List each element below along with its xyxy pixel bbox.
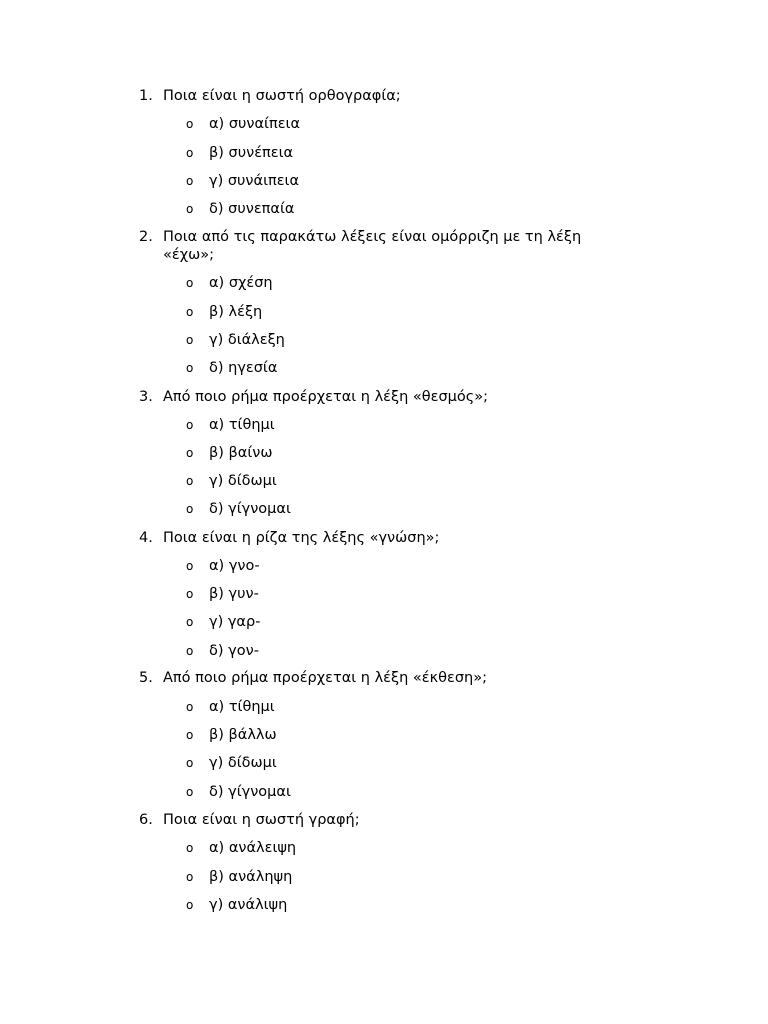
option-text: γ) δίδωμι (209, 473, 277, 489)
option-text: δ) ηγεσία (209, 360, 278, 376)
question-text: Ποια είναι η σωστή ορθογραφία; (163, 88, 401, 104)
question-number: 4. (139, 530, 153, 546)
option-text: α) τίθημι (209, 417, 275, 433)
option-text: β) βαίνω (209, 445, 273, 461)
option-text: γ) συνάιπεια (209, 173, 300, 189)
question-text: Από ποιο ρήμα προέρχεται η λέξη «θεσμός»; (163, 389, 489, 405)
option-text: δ) γίγνομαι (209, 501, 291, 517)
bullet-circle-icon: o (186, 361, 194, 375)
option-text: δ) γον- (209, 643, 259, 659)
question-text: Ποια είναι η σωστή γραφή; (163, 812, 360, 828)
question-text: Ποια από τις παρακάτω λέξεις είναι ομόρριζη με τη λέξη «έχω»; (163, 229, 582, 263)
option-text: δ) συνεπαία (209, 201, 295, 217)
bullet-circle-icon: o (186, 117, 194, 131)
option-text: β) ανάληψη (209, 869, 293, 885)
bullet-circle-icon: o (186, 644, 194, 658)
option-text: β) λέξη (209, 304, 263, 320)
bullet-circle-icon: o (186, 728, 194, 742)
bullet-circle-icon: o (186, 898, 194, 912)
bullet-circle-icon: o (186, 305, 194, 319)
bullet-circle-icon: o (186, 418, 194, 432)
bullet-circle-icon: o (186, 785, 194, 799)
option-text: α) γνο- (209, 558, 260, 574)
option-text: β) βάλλω (209, 727, 277, 743)
option-text: α) σχέση (209, 275, 273, 291)
bullet-circle-icon: o (186, 446, 194, 460)
bullet-circle-icon: o (186, 615, 194, 629)
option-text: α) συναίπεια (209, 116, 301, 132)
question-text: Ποια είναι η ρίζα της λέξης «γνώση»; (163, 530, 440, 546)
bullet-circle-icon: o (186, 276, 194, 290)
bullet-circle-icon: o (186, 756, 194, 770)
bullet-circle-icon: o (186, 700, 194, 714)
option-text: γ) ανάλιψη (209, 897, 288, 913)
option-text: β) συνέπεια (209, 145, 294, 161)
bullet-circle-icon: o (186, 559, 194, 573)
bullet-circle-icon: o (186, 202, 194, 216)
question-number: 6. (139, 812, 153, 828)
option-text: α) τίθημι (209, 699, 275, 715)
question-number: 1. (139, 88, 153, 104)
bullet-circle-icon: o (186, 174, 194, 188)
option-text: γ) διάλεξη (209, 332, 285, 348)
question-text: Από ποιο ρήμα προέρχεται η λέξη «έκθεση»; (163, 670, 487, 686)
bullet-circle-icon: o (186, 146, 194, 160)
question-number: 5. (139, 670, 153, 686)
bullet-circle-icon: o (186, 474, 194, 488)
bullet-circle-icon: o (186, 841, 194, 855)
bullet-circle-icon: o (186, 333, 194, 347)
question-number: 3. (139, 389, 153, 405)
bullet-circle-icon: o (186, 870, 194, 884)
option-text: α) ανάλειψη (209, 840, 297, 856)
option-text: γ) δίδωμι (209, 755, 277, 771)
option-text: γ) γαρ- (209, 614, 261, 630)
bullet-circle-icon: o (186, 587, 194, 601)
option-text: δ) γίγνομαι (209, 784, 291, 800)
question-number: 2. (139, 229, 153, 245)
option-text: β) γυν- (209, 586, 259, 602)
bullet-circle-icon: o (186, 502, 194, 516)
